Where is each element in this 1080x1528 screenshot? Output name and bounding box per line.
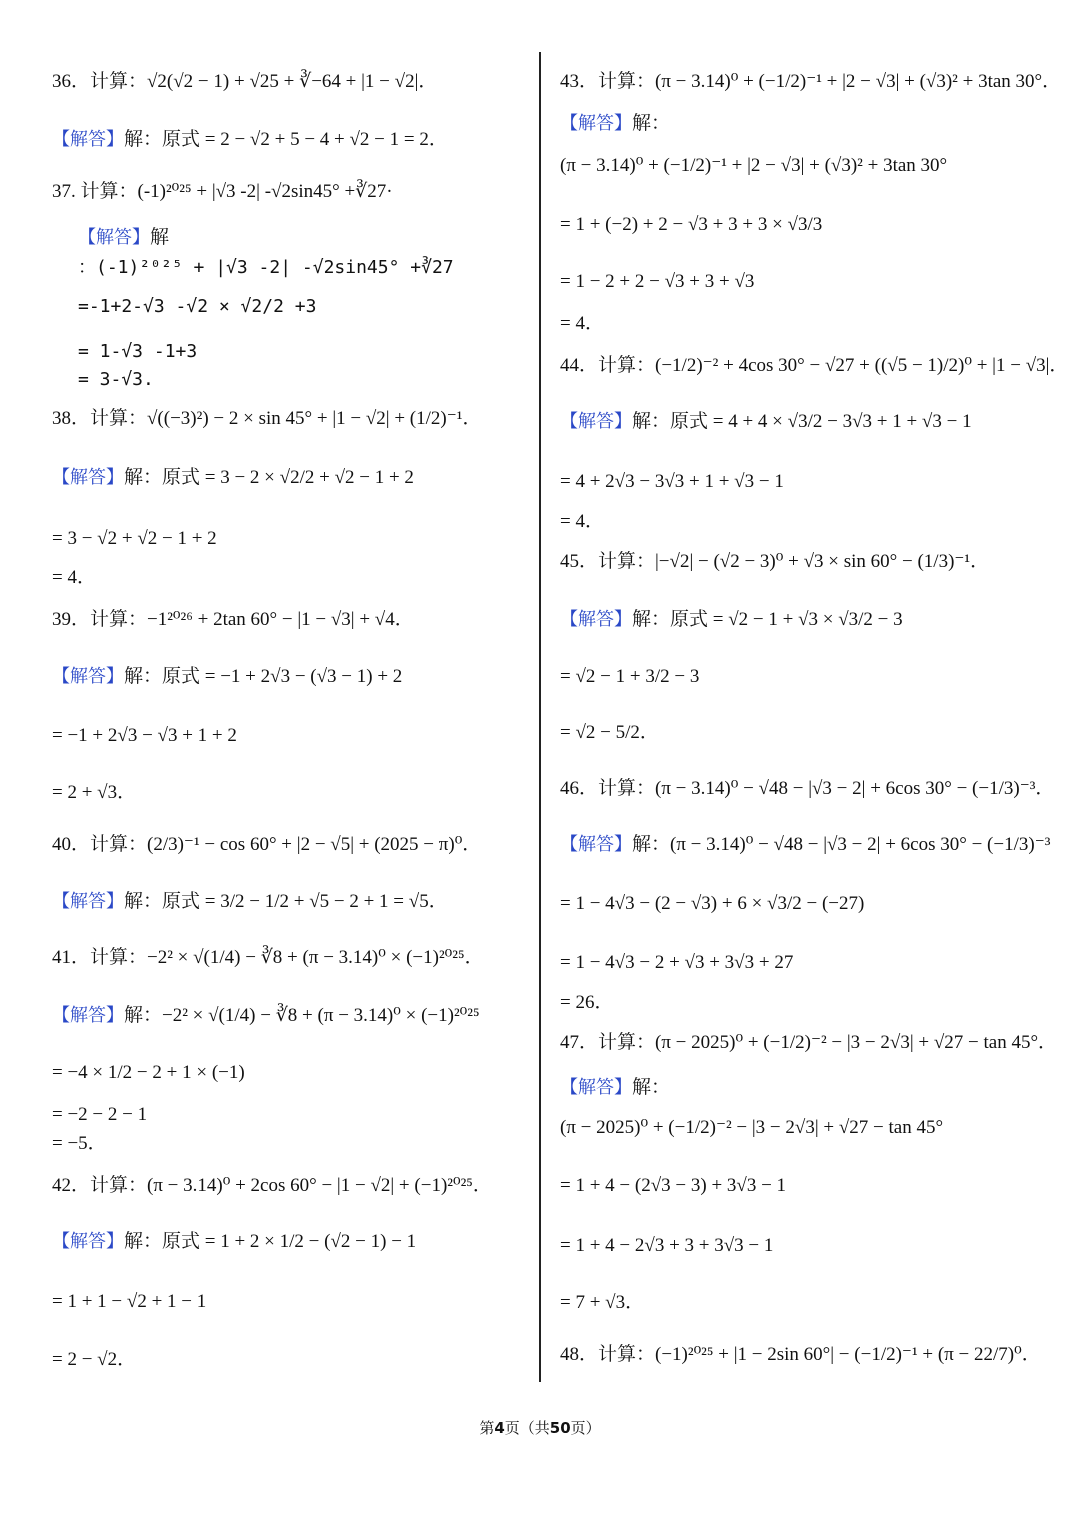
answer-line bbox=[560, 833, 1050, 857]
solution-step bbox=[560, 312, 604, 336]
solution-step bbox=[52, 566, 96, 590]
math-text: = −2 − 2 − 1 bbox=[52, 1104, 148, 1125]
math-text: = 1 − 4√3 − (2 − √3) + 6 × √3/2 − (−27) bbox=[560, 893, 865, 914]
math-text: = 3 − √2 + √2 − 1 + 2 bbox=[52, 528, 217, 549]
footer-prefix: 第 bbox=[479, 1419, 495, 1437]
math-text: = 26． bbox=[560, 992, 614, 1013]
problem-statement bbox=[560, 1343, 1041, 1367]
answer-tag: 【解答】 bbox=[560, 1077, 632, 1098]
math-text: = 2 + √3． bbox=[52, 782, 137, 803]
solution-step bbox=[560, 1291, 644, 1315]
solution-step bbox=[560, 154, 947, 178]
math-text: 解：原式 = 3 − 2 × √2/2 + √2 − 1 + 2 bbox=[124, 467, 414, 488]
math-text: = √2 − 1 + 3/2 − 3 bbox=[560, 666, 700, 687]
math-text: 43．计算：(π − 3.14)⁰ + (−1/2)⁻¹ + |2 − √3| + (√3)² + 3tan 30°． bbox=[560, 71, 1062, 92]
math-text: 解：原式 = 2 − √2 + 5 − 4 + √2 − 1 = 2． bbox=[124, 129, 448, 150]
math-text: = 1 − 4√3 − 2 + √3 + 3√3 + 27 bbox=[560, 952, 794, 973]
problem-statement bbox=[52, 833, 481, 857]
problem-statement bbox=[560, 1031, 1057, 1055]
answer-line bbox=[560, 608, 903, 632]
math-text: = 1 + 4 − 2√3 + 3 + 3√3 − 1 bbox=[560, 1235, 774, 1256]
math-text: = 7 + √3． bbox=[560, 1292, 645, 1313]
current-page-number: 4 bbox=[494, 1419, 505, 1437]
math-text: = 1-√3 -1+3 bbox=[78, 341, 198, 362]
answer-line bbox=[52, 890, 448, 914]
solution-step bbox=[78, 340, 197, 364]
answer-line bbox=[52, 128, 448, 152]
math-text: 46．计算：(π − 3.14)⁰ − √48 − |√3 − 2| + 6cos 30° − (−1/3)⁻³． bbox=[560, 778, 1055, 799]
problem-statement bbox=[52, 1174, 492, 1198]
problem-statement bbox=[52, 180, 393, 204]
problem-statement bbox=[52, 608, 414, 632]
solution-step bbox=[52, 1132, 107, 1156]
solution-step bbox=[560, 991, 613, 1015]
math-text: 解：原式 = 3/2 − 1/2 + √5 − 2 + 1 = √5． bbox=[124, 891, 448, 912]
math-text: 解：原式 = −1 + 2√3 − (√3 − 1) + 2 bbox=[124, 666, 403, 687]
math-text: 38．计算：√((−3)²) − 2 × sin 45° + |1 − √2| + (1/2)⁻¹． bbox=[52, 408, 482, 429]
solution-step bbox=[52, 1061, 245, 1085]
solution-step bbox=[52, 781, 136, 805]
math-text: = 4． bbox=[52, 567, 96, 588]
math-text: 40．计算：(2/3)⁻¹ − cos 60° + |2 − √5| + (2025 − π)⁰． bbox=[52, 834, 482, 855]
solution-step bbox=[52, 724, 237, 748]
page-footer bbox=[0, 1417, 1080, 1438]
math-text: 解：−2² × √(1/4) − ∛8 + (π − 3.14)⁰ × (−1)²⁰²⁵ bbox=[124, 1005, 480, 1026]
problem-statement bbox=[52, 70, 437, 94]
math-text: (π − 2025)⁰ + (−1/2)⁻² − |3 − 2√3| + √27 − tan 45° bbox=[560, 1117, 944, 1138]
math-text: 解： bbox=[632, 1077, 671, 1098]
math-text: = √2 − 5/2． bbox=[560, 722, 659, 743]
solution-step bbox=[78, 295, 316, 319]
math-text: =-1+2-√3 -√2 × √2/2 +3 bbox=[78, 296, 317, 317]
math-text: = 1 + 4 − (2√3 − 3) + 3√3 − 1 bbox=[560, 1175, 787, 1196]
answer-tag: 【解答】 bbox=[52, 1005, 124, 1026]
answer-line bbox=[560, 410, 972, 434]
solution-step bbox=[560, 892, 864, 916]
answer-tag: 【解答】 bbox=[52, 467, 124, 488]
answer-tag: 【解答】 bbox=[52, 891, 124, 912]
math-text: = −5． bbox=[52, 1133, 107, 1154]
solution-step bbox=[78, 368, 154, 392]
solution-step bbox=[52, 1290, 206, 1314]
math-text: = 2 − √2． bbox=[52, 1349, 137, 1370]
solution-step bbox=[78, 256, 454, 280]
problem-statement bbox=[560, 550, 989, 574]
math-text: = 1 + (−2) + 2 − √3 + 3 + 3 × √3/3 bbox=[560, 214, 823, 235]
math-text: 45．计算：|−√2| − (√2 − 3)⁰ + √3 × sin 60° − (1/3)⁻¹． bbox=[560, 551, 990, 572]
math-text: 解 bbox=[150, 227, 170, 248]
solution-step bbox=[560, 721, 659, 745]
math-text: = 4． bbox=[560, 313, 604, 334]
problem-statement bbox=[560, 70, 1061, 94]
answer-tag: 【解答】 bbox=[560, 113, 632, 134]
math-text: 解： bbox=[632, 113, 671, 134]
math-text: (π − 3.14)⁰ + (−1/2)⁻¹ + |2 − √3| + (√3)² + 3tan 30° bbox=[560, 155, 948, 176]
math-text: = −1 + 2√3 − √3 + 1 + 2 bbox=[52, 725, 237, 746]
math-text: 36．计算：√2(√2 − 1) + √25 + ∛−64 + |1 − √2|． bbox=[52, 71, 438, 92]
math-text: 解：原式 = √2 − 1 + √3 × √3/2 − 3 bbox=[632, 609, 903, 630]
answer-line bbox=[560, 1076, 670, 1100]
math-text: 解：原式 = 1 + 2 × 1/2 − (√2 − 1) − 1 bbox=[124, 1231, 417, 1252]
math-text: 42．计算：(π − 3.14)⁰ + 2cos 60° − |1 − √2| + (−1)²⁰²⁵． bbox=[52, 1175, 492, 1196]
answer-tag: 【解答】 bbox=[560, 834, 632, 855]
answer-line bbox=[560, 112, 670, 136]
math-text: 39．计算：−1²⁰²⁶ + 2tan 60° − |1 − √3| + √4． bbox=[52, 609, 414, 630]
answer-line bbox=[52, 665, 402, 689]
math-text: = 1 − 2 + 2 − √3 + 3 + √3 bbox=[560, 271, 755, 292]
math-text: 解：原式 = 4 + 4 × √3/2 − 3√3 + 1 + √3 − 1 bbox=[632, 411, 972, 432]
problem-statement bbox=[560, 777, 1054, 801]
answer-line bbox=[52, 1004, 480, 1028]
math-text: 47．计算：(π − 2025)⁰ + (−1/2)⁻² − |3 − 2√3| + √27 − tan 45°． bbox=[560, 1032, 1058, 1053]
answer-tag: 【解答】 bbox=[52, 1231, 124, 1252]
problem-statement bbox=[560, 354, 1068, 378]
answer-tag: 【解答】 bbox=[560, 411, 632, 432]
problem-statement bbox=[52, 946, 484, 970]
solution-step bbox=[560, 470, 784, 494]
solution-step bbox=[560, 951, 793, 975]
solution-step bbox=[560, 270, 754, 294]
math-text: = 4． bbox=[560, 511, 604, 532]
solution-step bbox=[52, 1103, 147, 1127]
answer-tag: 【解答】 bbox=[560, 609, 632, 630]
solution-step bbox=[52, 527, 217, 551]
math-text: = 1 + 1 − √2 + 1 − 1 bbox=[52, 1291, 207, 1312]
answer-tag: 【解答】 bbox=[52, 129, 124, 150]
solution-step bbox=[560, 1174, 786, 1198]
math-text: 37. 计算：(-1)²⁰²⁵ + |√3 -2| -√2sin45° +∛27· bbox=[52, 181, 393, 202]
math-text: 44．计算：(−1/2)⁻² + 4cos 30° − √27 + ((√5 − 1)/2)⁰ + |1 − √3|． bbox=[560, 355, 1069, 376]
footer-middle: 页（共 bbox=[504, 1419, 550, 1437]
solution-step bbox=[560, 213, 822, 237]
solution-step bbox=[52, 1348, 136, 1372]
solution-step bbox=[560, 510, 604, 534]
solution-step bbox=[560, 1234, 773, 1258]
answer-line bbox=[52, 1230, 416, 1254]
footer-suffix: 页） bbox=[570, 1419, 601, 1437]
math-text: ：(-1)²⁰²⁵ + |√3 -2| -√2sin45° +∛27 bbox=[78, 257, 454, 278]
solution-step bbox=[560, 1116, 943, 1140]
solution-step bbox=[560, 665, 699, 689]
math-text: = 4 + 2√3 − 3√3 + 1 + √3 − 1 bbox=[560, 471, 784, 492]
math-text: 48．计算：(−1)²⁰²⁵ + |1 − 2sin 60°| − (−1/2)⁻¹ + (π − 22/7)⁰． bbox=[560, 1344, 1041, 1365]
problem-statement bbox=[52, 407, 481, 431]
math-text: 解：(π − 3.14)⁰ − √48 − |√3 − 2| + 6cos 30° − (−1/3)⁻³ bbox=[632, 834, 1051, 855]
math-text: = −4 × 1/2 − 2 + 1 × (−1) bbox=[52, 1062, 245, 1083]
math-text: 41．计算：−2² × √(1/4) − ∛8 + (π − 3.14)⁰ × (−1)²⁰²⁵． bbox=[52, 947, 484, 968]
column-divider bbox=[539, 52, 541, 1382]
answer-line bbox=[52, 466, 414, 490]
answer-tag: 【解答】 bbox=[78, 227, 150, 248]
math-text: = 3-√3. bbox=[78, 369, 154, 390]
answer-line bbox=[78, 226, 169, 250]
answer-tag: 【解答】 bbox=[52, 666, 124, 687]
total-pages-number: 50 bbox=[549, 1419, 571, 1437]
